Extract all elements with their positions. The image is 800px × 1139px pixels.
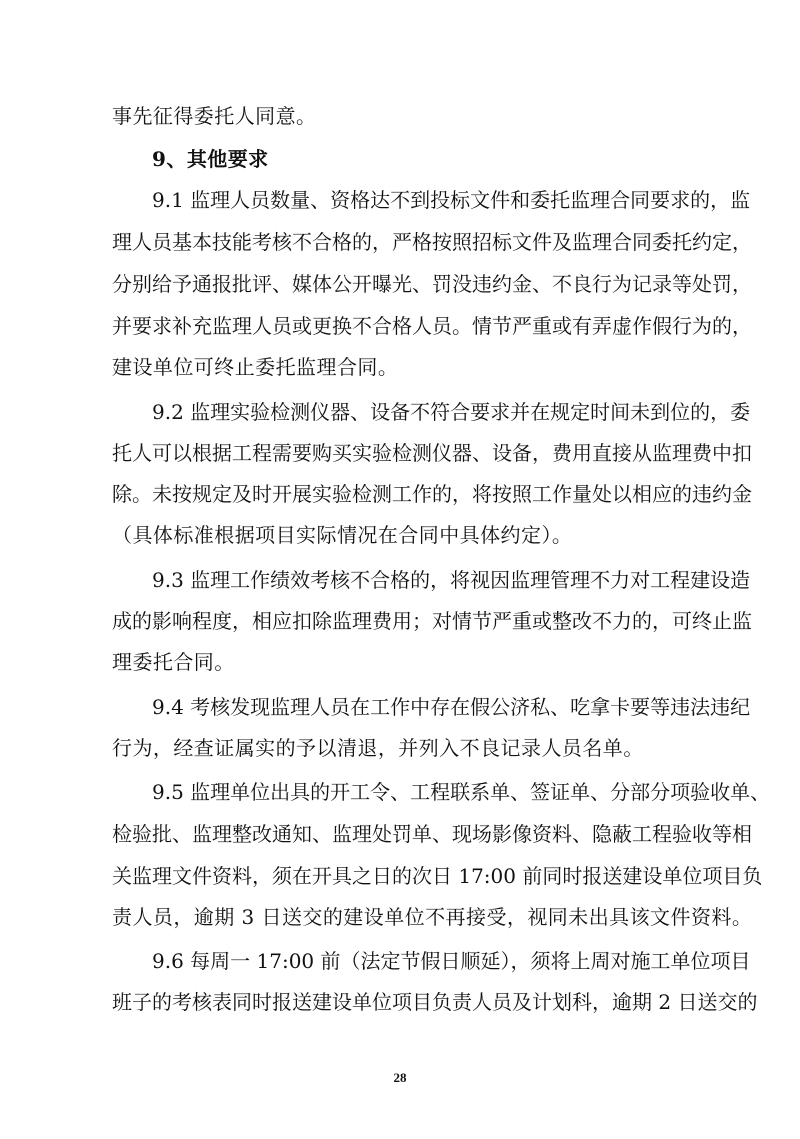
body-text-line: 事先征得委托人同意。	[112, 104, 317, 128]
paragraph-9-6-line: 班子的考核表同时报送建设单位项目负责人员及计划科，逾期 2 日送交的	[112, 990, 758, 1014]
paragraph-9-3-line: 9.3 监理工作绩效考核不合格的，将视因监理管理不力对工程建设造	[152, 568, 751, 592]
paragraph-9-1-line: 理人员基本技能考核不合格的，严格按照招标文件及监理合同委托约定，	[112, 230, 752, 254]
paragraph-9-4-line: 9.4 考核发现监理人员在工作中存在假公济私、吃拿卡要等违法违纪	[152, 695, 751, 719]
paragraph-9-1-line: 分别给予通报批评、媒体公开曝光、罚没违约金、不良行为记录等处罚，	[112, 272, 752, 296]
paragraph-9-2-line: （具体标准根据项目实际情况在合同中具体约定）。	[112, 523, 573, 547]
section-heading: 9、其他要求	[152, 147, 269, 171]
paragraph-9-1-line: 并要求补充监理人员或更换不合格人员。情节严重或有弄虚作假行为的，	[112, 314, 752, 338]
paragraph-9-4-line: 行为，经查证属实的予以清退，并列入不良记录人员名单。	[112, 736, 644, 760]
paragraph-9-5-line: 9.5 监理单位出具的开工令、工程联系单、签证单、分部分项验收单、	[152, 780, 771, 804]
paragraph-9-3-line: 成的影响程度，相应扣除监理费用；对情节严重或整改不力的，可终止监	[112, 609, 752, 633]
paragraph-9-5-line: 责人员，逾期 3 日送交的建设单位不再接受，视同未出具该文件资料。	[112, 905, 753, 929]
paragraph-9-5-line: 检验批、监理整改通知、监理处罚单、现场影像资料、隐蔽工程验收等相	[112, 822, 752, 846]
paragraph-9-3-line: 理委托合同。	[112, 650, 235, 674]
paragraph-9-1-line: 9.1 监理人员数量、资格达不到投标文件和委托监理合同要求的，监	[152, 188, 751, 212]
page-number: 28	[393, 1070, 407, 1085]
paragraph-9-2-line: 9.2 监理实验检测仪器、设备不符合要求并在规定时间未到位的，委	[152, 400, 751, 424]
paragraph-9-1-line: 建设单位可终止委托监理合同。	[112, 355, 399, 379]
paragraph-9-2-line: 托人可以根据工程需要购买实验检测仪器、设备，费用直接从监理费中扣	[112, 441, 752, 465]
paragraph-9-6-line: 9.6 每周一 17:00 前（法定节假日顺延），须将上周对施工单位项目	[152, 949, 751, 973]
paragraph-9-5-line: 关监理文件资料，须在开具之日的次日 17:00 前同时报送建设单位项目负	[112, 864, 763, 888]
paragraph-9-2-line: 除。未按规定及时开展实验检测工作的，将按照工作量处以相应的违约金	[112, 482, 752, 506]
